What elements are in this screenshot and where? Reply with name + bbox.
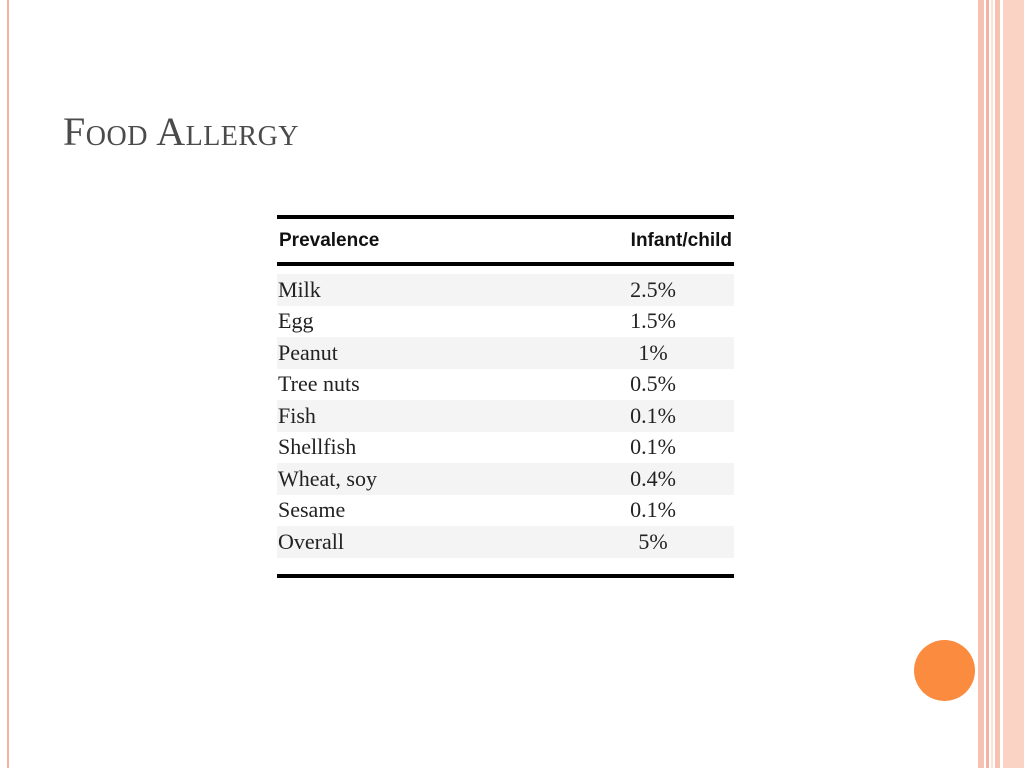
row-value: 1.5% bbox=[630, 308, 676, 334]
row-value: 2.5% bbox=[443, 274, 734, 306]
right-border-stripe bbox=[991, 0, 993, 768]
table-row bbox=[277, 526, 734, 558]
table-row bbox=[277, 495, 734, 527]
accent-circle bbox=[914, 640, 975, 701]
right-border-stripe bbox=[978, 0, 984, 768]
right-border-stripe bbox=[1003, 0, 1024, 768]
row-value: 1% bbox=[443, 337, 734, 369]
slide-title: Food Allergy bbox=[63, 109, 300, 154]
table-row bbox=[277, 274, 734, 306]
row-item: Peanut bbox=[277, 337, 443, 369]
table-body bbox=[277, 274, 734, 558]
table-row bbox=[277, 432, 734, 464]
header-infant-child: Infant/child bbox=[630, 229, 732, 251]
right-border-stripe bbox=[995, 0, 1000, 768]
row-value: 5% bbox=[443, 526, 734, 558]
table-row bbox=[277, 306, 734, 338]
left-border-line bbox=[7, 0, 9, 768]
allergy-prevalence-table bbox=[277, 215, 734, 578]
row-item: Milk bbox=[277, 274, 443, 306]
table-row bbox=[277, 337, 734, 369]
table-bottom-rule bbox=[277, 574, 734, 578]
table-row bbox=[277, 400, 734, 432]
right-border-stripe bbox=[986, 0, 989, 768]
row-value: 0.1% bbox=[630, 434, 676, 460]
row-item: Shellfish bbox=[278, 434, 357, 460]
row-item: Sesame bbox=[278, 497, 346, 523]
row-item: Tree nuts bbox=[278, 371, 360, 397]
row-value: 0.4% bbox=[443, 463, 734, 495]
row-value: 0.5% bbox=[630, 371, 676, 397]
row-item: Egg bbox=[278, 308, 314, 334]
table-row bbox=[277, 463, 734, 495]
row-value: 0.1% bbox=[630, 497, 676, 523]
row-item: Fish bbox=[277, 400, 443, 432]
table-row bbox=[277, 369, 734, 401]
table bbox=[277, 219, 734, 262]
row-item: Wheat, soy bbox=[277, 463, 443, 495]
table-header-row bbox=[277, 219, 734, 262]
row-value: 0.1% bbox=[443, 400, 734, 432]
header-prevalence: Prevalence bbox=[279, 229, 380, 251]
row-item: Overall bbox=[277, 526, 443, 558]
